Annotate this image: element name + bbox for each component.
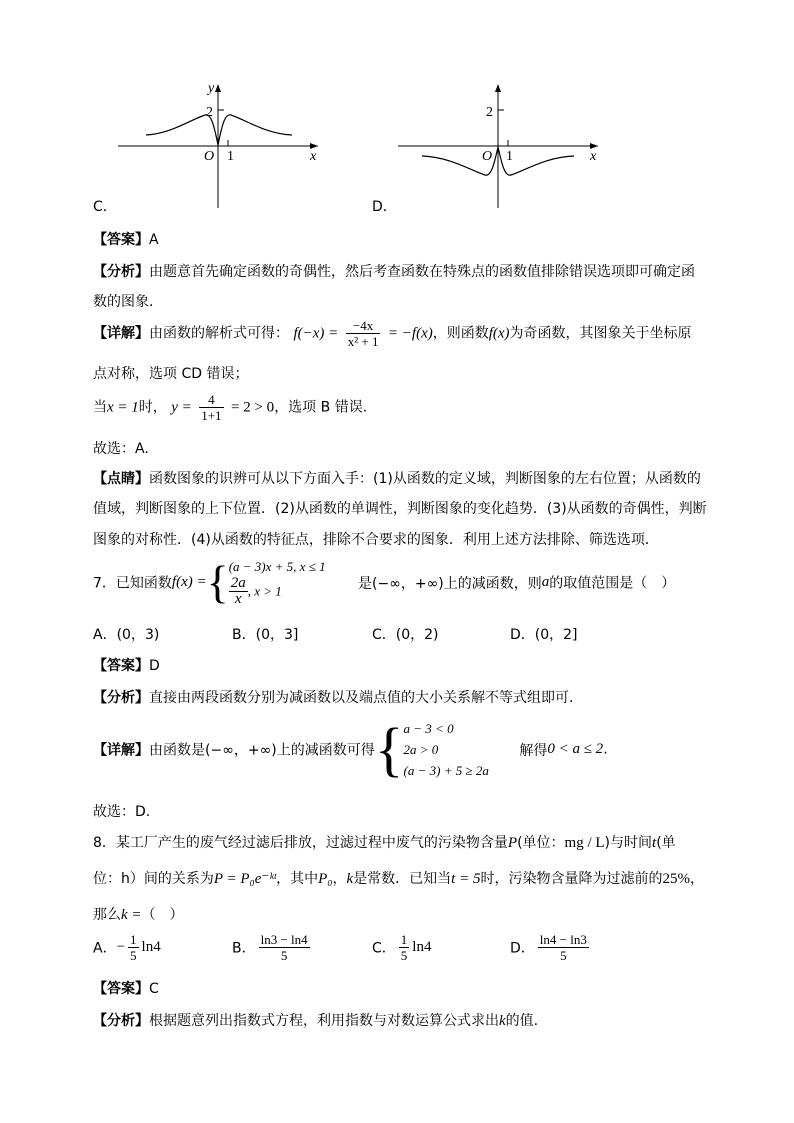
t-eq: t = 5 bbox=[451, 871, 481, 887]
origin-label: O bbox=[482, 149, 493, 164]
q6-detail-line-3 bbox=[93, 392, 367, 423]
q6-answer bbox=[93, 229, 159, 249]
answer-value: D bbox=[149, 658, 160, 674]
y-eq: y = bbox=[171, 399, 192, 416]
q7-analysis bbox=[93, 687, 573, 707]
detail-tag: 【详解】 bbox=[93, 742, 149, 759]
detail-text: 当 bbox=[93, 399, 107, 416]
answer-value: C bbox=[149, 981, 159, 997]
piece-2-condition: , x > 1 bbox=[247, 583, 282, 599]
stem-text: 是常数．已知当 bbox=[353, 871, 452, 887]
option-tail: ln4 bbox=[412, 939, 432, 955]
option-fraction bbox=[259, 932, 310, 963]
analysis-text: 的值. bbox=[505, 1013, 539, 1029]
analysis-tag: 【分析】 bbox=[93, 1013, 149, 1029]
detail-text: 解得 bbox=[519, 742, 548, 759]
origin-label: O bbox=[204, 149, 215, 164]
q6-analysis-line-1 bbox=[93, 261, 695, 281]
detail-text: . bbox=[603, 741, 608, 758]
stem-text: 位：h）间的关系为 bbox=[93, 871, 214, 887]
detail-text: 由函数的解析式可得： bbox=[149, 325, 289, 342]
q8-option-a[interactable] bbox=[93, 932, 161, 963]
detail-text: 为奇函数，其图象关于坐标原 bbox=[509, 325, 692, 342]
stem-text: 那么 bbox=[93, 907, 121, 923]
fraction-denominator: x² + 1 bbox=[347, 334, 379, 349]
answer-blank: （ ） bbox=[141, 907, 184, 923]
graph-c bbox=[110, 80, 330, 210]
stem-text: (单位： bbox=[517, 835, 565, 851]
answer-tag: 【答案】 bbox=[93, 981, 149, 997]
q7-choose: 故选：D. bbox=[93, 804, 151, 820]
q8-stem-line-3 bbox=[93, 904, 184, 924]
fraction-denominator: 5 bbox=[130, 948, 137, 963]
tick-label-2: 2 bbox=[206, 105, 213, 120]
piece-1: (a − 3)x + 5, x ≤ 1 bbox=[228, 559, 326, 574]
stem-text: ， bbox=[689, 871, 704, 887]
option-d-label: D． bbox=[372, 199, 397, 215]
detail-text: 由函数是(−∞，+∞)上的减函数可得 bbox=[149, 742, 375, 759]
q6-detail-line-2: 点对称，选项 CD 错误； bbox=[93, 366, 249, 382]
analysis-text: 由题意首先确定函数的奇偶性，然后考查函数在特殊点的函数值排除错误选项即可确定函 bbox=[149, 264, 695, 280]
k-eq: k = bbox=[121, 907, 142, 923]
var-P0: P₀ bbox=[318, 871, 333, 887]
tip-text: 函数图象的识辨可从以下方面入手：(1)从函数的定义域，判断图象的左右位置；从函数的 bbox=[149, 471, 701, 487]
graph-d bbox=[390, 80, 610, 210]
tip-tag: 【点睛】 bbox=[93, 471, 149, 487]
q8-analysis bbox=[93, 1010, 538, 1030]
var-k: k bbox=[499, 1013, 506, 1029]
q6-choose: 故选：A. bbox=[93, 441, 149, 457]
tick-label-2: 2 bbox=[486, 105, 493, 120]
q8-stem-line-1 bbox=[93, 832, 676, 852]
fraction-numerator: ln3 − ln4 bbox=[260, 932, 308, 947]
fraction-numerator: 1 bbox=[400, 932, 408, 947]
q8-option-d[interactable] bbox=[510, 932, 592, 963]
inequality-1: a − 3 < 0 bbox=[403, 721, 454, 736]
q6-tip-line-2: 值域，判断图象的上下位置．(2)从函数的单调性，判断图象的变化趋势．(3)从函数的奇偶性，判断 bbox=[93, 501, 707, 517]
answer-value: A bbox=[149, 232, 159, 248]
option-label: D． bbox=[510, 940, 535, 957]
fx: f(x) bbox=[488, 325, 510, 342]
inequality-system bbox=[404, 718, 489, 781]
stem-text: 时，污染物含量降为过滤前的 bbox=[480, 871, 663, 887]
option-fraction bbox=[399, 932, 410, 963]
q8-answer bbox=[93, 978, 159, 998]
q7-answer bbox=[93, 655, 160, 675]
q7-option-d[interactable]: D．(0，2] bbox=[510, 627, 578, 643]
q8-option-c[interactable] bbox=[372, 932, 431, 963]
formula-rhs: = −f(x) bbox=[387, 325, 433, 342]
inequality-2: 2a > 0 bbox=[403, 742, 439, 757]
answer-tag: 【答案】 bbox=[93, 232, 149, 248]
q7-detail bbox=[93, 718, 608, 781]
curve-c bbox=[146, 115, 292, 145]
stem-text: ，其中 bbox=[276, 871, 319, 887]
y-arrow bbox=[215, 84, 221, 92]
formula: P = P₀e⁻ᵏᵗ bbox=[213, 871, 277, 887]
percentage: 25% bbox=[662, 871, 690, 887]
q6-analysis-line-2: 数的图象. bbox=[93, 294, 154, 310]
q7-option-a[interactable]: A．(0，3) bbox=[93, 627, 160, 643]
y-label: y bbox=[208, 81, 215, 96]
var-P: P bbox=[507, 835, 518, 851]
fraction-numerator: 2a bbox=[230, 575, 246, 591]
analysis-text: 直接由两段函数分别为减函数以及端点值的大小关系解不等式组即可. bbox=[149, 690, 574, 706]
fraction-numerator: 1 bbox=[130, 932, 137, 947]
stem-text: ， bbox=[332, 871, 347, 887]
detail-text: 时， bbox=[138, 399, 167, 416]
analysis-text: 根据题意列出指数式方程，利用指数与对数运算公式求出 bbox=[149, 1013, 499, 1029]
q6-tip-line-3: 图象的对称性．(4)从函数的特征点，排除不合要求的图象．利用上述方法排除、筛选选项． bbox=[93, 532, 659, 548]
var-a: a bbox=[541, 574, 550, 590]
inequality-3: (a − 3) + 5 ≥ 2a bbox=[403, 763, 489, 778]
stem-text: 是(−∞，+∞)上的减函数，则 bbox=[358, 575, 542, 592]
q6-tip-line-1 bbox=[93, 468, 701, 488]
y-arrow bbox=[495, 84, 501, 92]
fraction-denominator: x bbox=[234, 591, 242, 607]
piecewise bbox=[229, 558, 326, 607]
fraction-denominator: 5 bbox=[280, 948, 288, 963]
stem-text: 的取值范围是（ ） bbox=[549, 575, 676, 592]
stem-text: 8．某工厂产生的废气经过滤后排放，过滤过程中废气的污染物含量 bbox=[93, 835, 508, 851]
minus-sign: − bbox=[116, 939, 126, 955]
answer-tag: 【答案】 bbox=[93, 658, 149, 674]
q7-stem bbox=[93, 558, 675, 607]
fraction-numerator: ln4 − ln3 bbox=[539, 932, 587, 947]
var-t: t bbox=[652, 835, 657, 851]
fx: f(x) = bbox=[171, 574, 207, 590]
fraction-denominator: 1+1 bbox=[201, 408, 222, 423]
var-k: k bbox=[346, 871, 354, 887]
analysis-tag: 【分析】 bbox=[93, 690, 149, 706]
q8-stem-line-2 bbox=[93, 868, 704, 888]
detail-text: ，则函数 bbox=[432, 325, 489, 342]
brace: { bbox=[374, 716, 404, 783]
tick-label-1: 1 bbox=[506, 149, 513, 164]
detail-text: ，选项 B 错误. bbox=[274, 399, 368, 416]
option-tail: ln4 bbox=[141, 939, 161, 955]
stem-text: 7．已知函数 bbox=[93, 575, 172, 592]
detail-tag: 【详解】 bbox=[93, 325, 149, 342]
brace: { bbox=[206, 556, 229, 608]
option-fraction bbox=[128, 932, 139, 963]
fraction bbox=[199, 392, 223, 423]
q8-option-b[interactable] bbox=[232, 932, 313, 963]
piece-2-fraction bbox=[229, 576, 248, 607]
stem-text: (单 bbox=[656, 835, 676, 851]
option-fraction bbox=[538, 932, 589, 963]
fraction-denominator: 5 bbox=[560, 948, 567, 963]
option-c-label: C． bbox=[93, 199, 117, 215]
result: 0 < a ≤ 2 bbox=[547, 741, 604, 757]
option-label: A． bbox=[93, 940, 117, 957]
fraction-numerator: −4x bbox=[346, 318, 381, 334]
x-label: x bbox=[590, 149, 597, 164]
q6-detail-line-1 bbox=[93, 318, 692, 349]
analysis-tag: 【分析】 bbox=[93, 264, 149, 280]
formula-lhs: f(−x) = bbox=[293, 325, 339, 342]
tick-label-1: 1 bbox=[227, 149, 234, 164]
formula-fraction bbox=[346, 318, 381, 349]
x-label: x bbox=[310, 149, 317, 164]
option-label: B． bbox=[232, 940, 256, 957]
option-label: C． bbox=[372, 940, 396, 957]
q7-option-c[interactable]: C．(0，2) bbox=[372, 627, 439, 643]
fraction-denominator: 5 bbox=[400, 948, 408, 963]
x-eq: x = 1 bbox=[107, 399, 139, 416]
unit: mg / L bbox=[564, 835, 605, 851]
stem-text: )与时间 bbox=[604, 835, 653, 851]
q7-option-b[interactable]: B．(0，3] bbox=[232, 627, 299, 643]
result: = 2 > 0 bbox=[231, 399, 275, 416]
piece-2 bbox=[229, 576, 326, 607]
fraction-numerator: 4 bbox=[199, 392, 223, 408]
